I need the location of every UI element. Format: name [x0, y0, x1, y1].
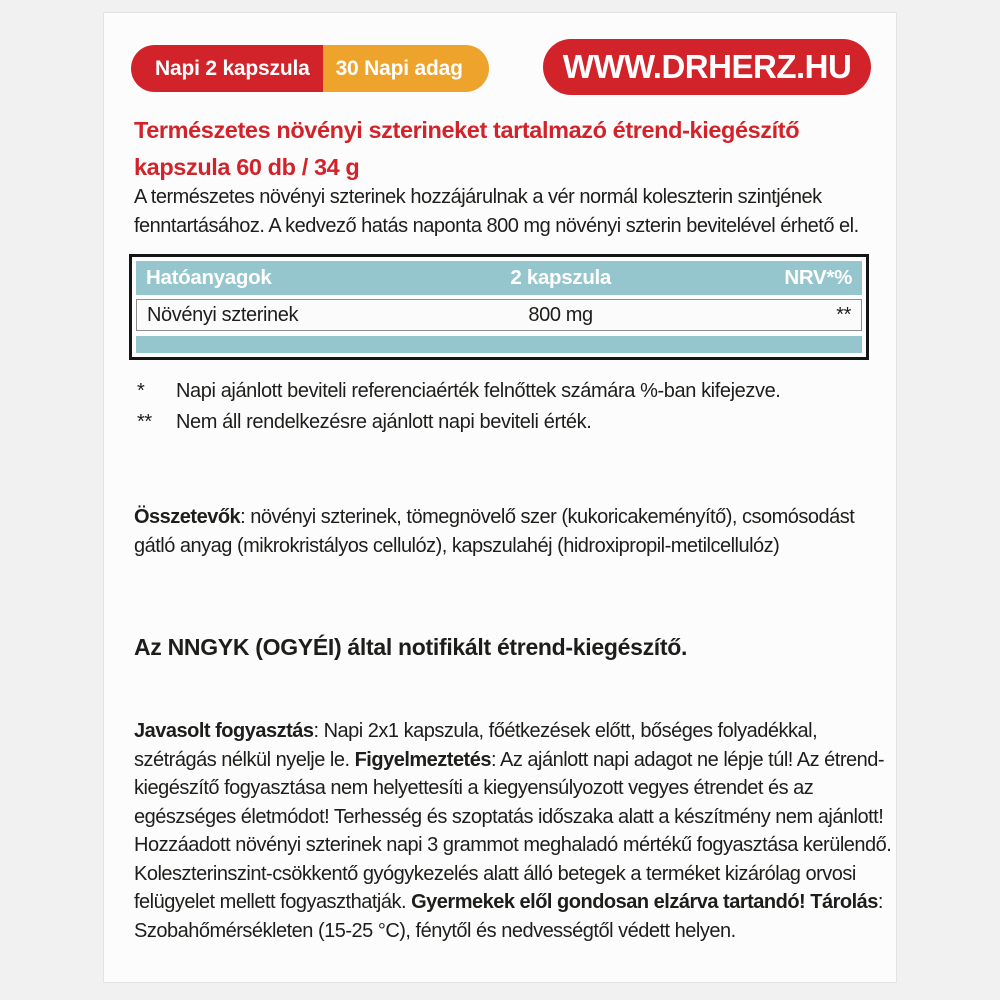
footnote-list [137, 376, 867, 437]
usage-paragraph: Javasolt fogyasztás: Napi 2x1 kapszula, főétkezések előtt, bőséges folyadékkal, szétrágás nélkül nyelje le. Figyelmeztetés: Az ajánlott napi adagot ne lépje túl! Az étrend-kiegészítő fogyasztása nem helyettesíti a kiegyensúlyozott vegyes étrendet és az egészséges életmódot! Terhesség és szoptatás időszaka alatt a készítmény nem ajánlott! Hozzáadott növényi szterinek napi 3 grammot meghaladó mértékű fogyasztása kerülendő. Koleszterinszint-csökkentő gyógykezelés alatt álló betegek a terméket kizárólag orvosi felügyelet mellett fogyaszthatják. Gyermekek elől gondosan elzárva tartandó! Tárolás: Szobahőmérsékleten (15-25 °C), fénytől és nedvességtől védett helyen. [134, 720, 892, 942]
header-per-2-capsules: 2 kapszula [510, 266, 612, 289]
ingredients-paragraph: Összetevők: növényi szterinek, tömegnövelő szer (kukoricakeményítő), csomósodást gátló anyag (mikrokristályos cellulóz), kapszulahéj (hidroxipropil-metilcellulóz) [134, 506, 855, 557]
footnote-symbol: * [137, 380, 145, 402]
label-card [103, 12, 897, 983]
table-header-row [136, 261, 862, 295]
dosage-badge [131, 45, 489, 92]
footnote-row [137, 407, 867, 438]
cell-nrv-value: ** [836, 303, 851, 326]
active-ingredients-table [129, 254, 869, 360]
footnote-text: Napi ajánlott beviteli referenciaérték felnőttek számára %-ban kifejezve. [176, 380, 781, 402]
footnote-row [137, 376, 867, 407]
notification-line: Az NNGYK (OGYÉI) által notifikált étrend-kiegészítő. [134, 634, 688, 660]
intro-paragraph: A természetes növényi szterinek hozzájárulnak a vér normál koleszterin szintjének fenntartásához. A kedvező hatás naponta 800 mg növényi szterin bevitelével érhető el. [134, 186, 859, 237]
footnote-symbol: ** [137, 410, 152, 433]
cell-ingredient-name: Növényi szterinek [147, 303, 299, 326]
table-footer-strip [136, 336, 862, 353]
cell-amount: 800 mg [528, 303, 593, 326]
supply-badge: 30 Napi adag [323, 45, 489, 92]
footnote-text: Nem áll rendelkezésre ajánlott napi beviteli érték. [176, 410, 592, 433]
header-nrv: NRV*% [784, 266, 852, 289]
website-badge[interactable]: WWW.DRHERZ.HU [543, 39, 871, 95]
product-title: Természetes növényi szterineket tartalmazó étrend-kiegészítő kapszula 60 db / 34 g [134, 117, 800, 180]
header-active-ingredients: Hatóanyagok [146, 266, 272, 289]
table-row [136, 299, 862, 331]
daily-dose-badge: Napi 2 kapszula [131, 45, 323, 92]
